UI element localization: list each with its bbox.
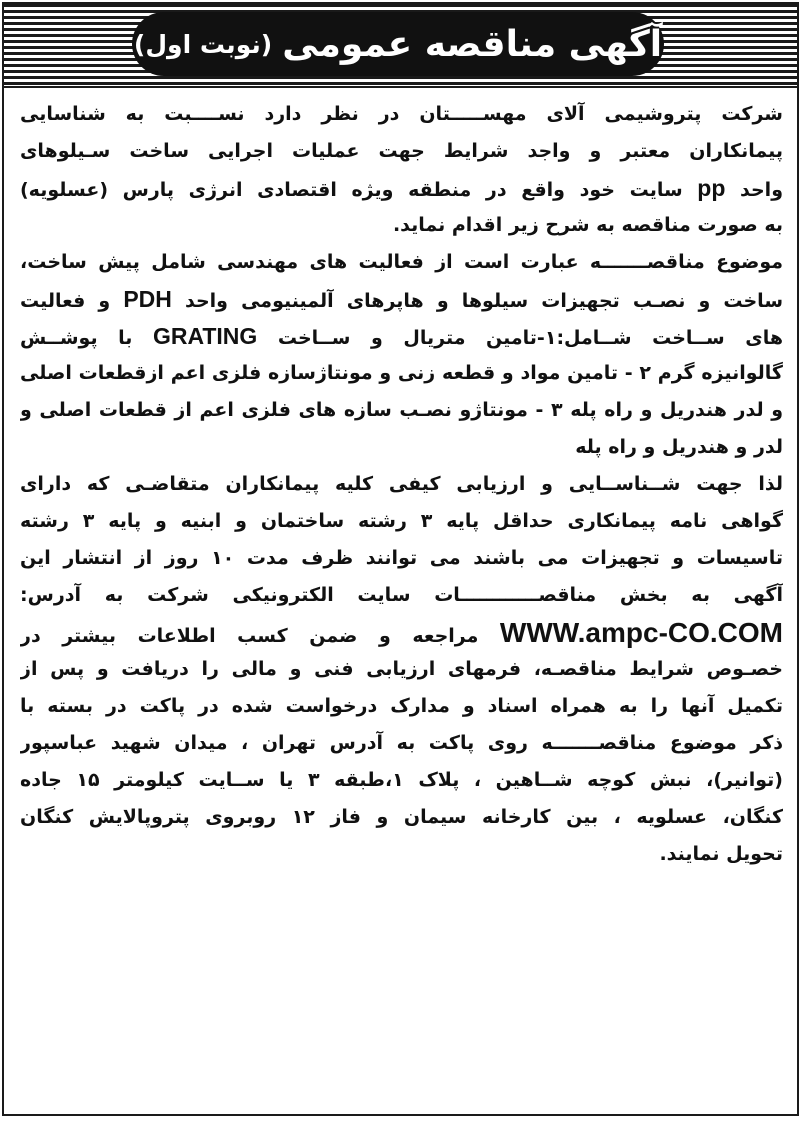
- text-line: موضوع مناقصـــــــه عبارت است از فعالیت های مهندسی شامل پیش ساخت،: [20, 251, 783, 273]
- text-line: تحویل نمایند.: [659, 843, 783, 865]
- text-line: تاسیسات و تجهیزات می باشند می توانند ظرف مدت ۱۰ روز از انتشار این: [20, 547, 783, 569]
- notice-frame: [2, 2, 799, 1116]
- text-line: WWW.ampc-CO.COM مراجعه و ضمن کسب اطلاعات بیشتر در: [20, 617, 783, 648]
- text-line: گالوانیزه گرم ۲ - تامین مواد و قطعه زنی و مونتاژسازه فلزی اعم ازقطعات اصلی: [20, 362, 783, 384]
- text-line: آگهی به بخش مناقصــــــــــــات سایت الکترونیکی شرکت به آدرس:: [20, 584, 783, 606]
- paragraph-intro: [20, 96, 783, 244]
- text-line: ساخت و نصـب تجهیزات سیلوها و هاپرهای آلمینیومی واحد PDH و فعالیت: [20, 286, 783, 312]
- notice-subtitle: (نوبت اول): [133, 29, 273, 59]
- text-line: به صورت مناقصه به شرح زیر اقدام نماید.: [392, 214, 783, 236]
- notice-title: آگهی مناقصه عمومی: [282, 23, 663, 65]
- title-box: [132, 12, 664, 76]
- text-line: های ســاخت شــامل:۱-تامین متریال و ســاخت GRATING با پوشــش: [20, 323, 783, 349]
- paragraph-instructions: [20, 466, 783, 873]
- paragraph-subject: [20, 244, 783, 466]
- unit-code: pp: [697, 175, 726, 201]
- text-line: تکمیل آنها را به همراه اسناد و مدارک درخواست شده در پاکت در بسته با: [20, 695, 783, 717]
- header-banner: [4, 4, 797, 88]
- text-line: شرکت پتروشیمی آلای مهســـــتان در نظر دارد نســــبت به شناسایی: [20, 103, 783, 125]
- product-code: GRATING: [152, 323, 258, 349]
- text-line: گواهی نامه پیمانکاری حداقل پایه ۳ رشته ساختمان و ابنیه و پایه ۳ رشته: [20, 510, 783, 532]
- text-line: کنگان، عسلویه ، بین کارخانه سیمان و فاز ۱۲ روبروی پتروپالایش کنگان: [20, 806, 783, 828]
- website-link[interactable]: WWW.ampc-CO.COM: [499, 617, 783, 648]
- text-line: واحد pp سایت خود واقع در منطقه ویژه اقتصادی انرژی پارس (عسلویه): [20, 175, 783, 201]
- text-line: خصـوص شرایط مناقصـه، فرمهای ارزیابی فنی و مالی را دریافت و پس از: [20, 658, 783, 680]
- text-line: ذکر موضوع مناقصـــــــه روی پاکت به آدرس تهران ، میدان شهید عباسپور: [20, 732, 783, 754]
- notice-body: [20, 96, 783, 873]
- text-line: (توانیر)، نبش کوچه شــاهین ، پلاک ۱،طبقه ۳ یا ســایت کیلومتر ۱۵ جاده: [20, 769, 783, 791]
- unit-code: PDH: [123, 286, 172, 312]
- text-line: و لدر هندریل و راه پله ۳ - مونتاژو نصـب سازه های فلزی اعم از قطعات اصلی و: [20, 399, 783, 421]
- text-line: لذا جهت شــناســایی و ارزیابی کیفی کلیه پیمانکاران متقاضـی که دارای: [20, 473, 783, 495]
- text-line: پیمانکاران معتبر و واجد شرایط جهت عملیات اجرایی ساخت سـیلوهای: [20, 140, 783, 162]
- text-line: لدر و هندریل و راه پله: [575, 436, 783, 458]
